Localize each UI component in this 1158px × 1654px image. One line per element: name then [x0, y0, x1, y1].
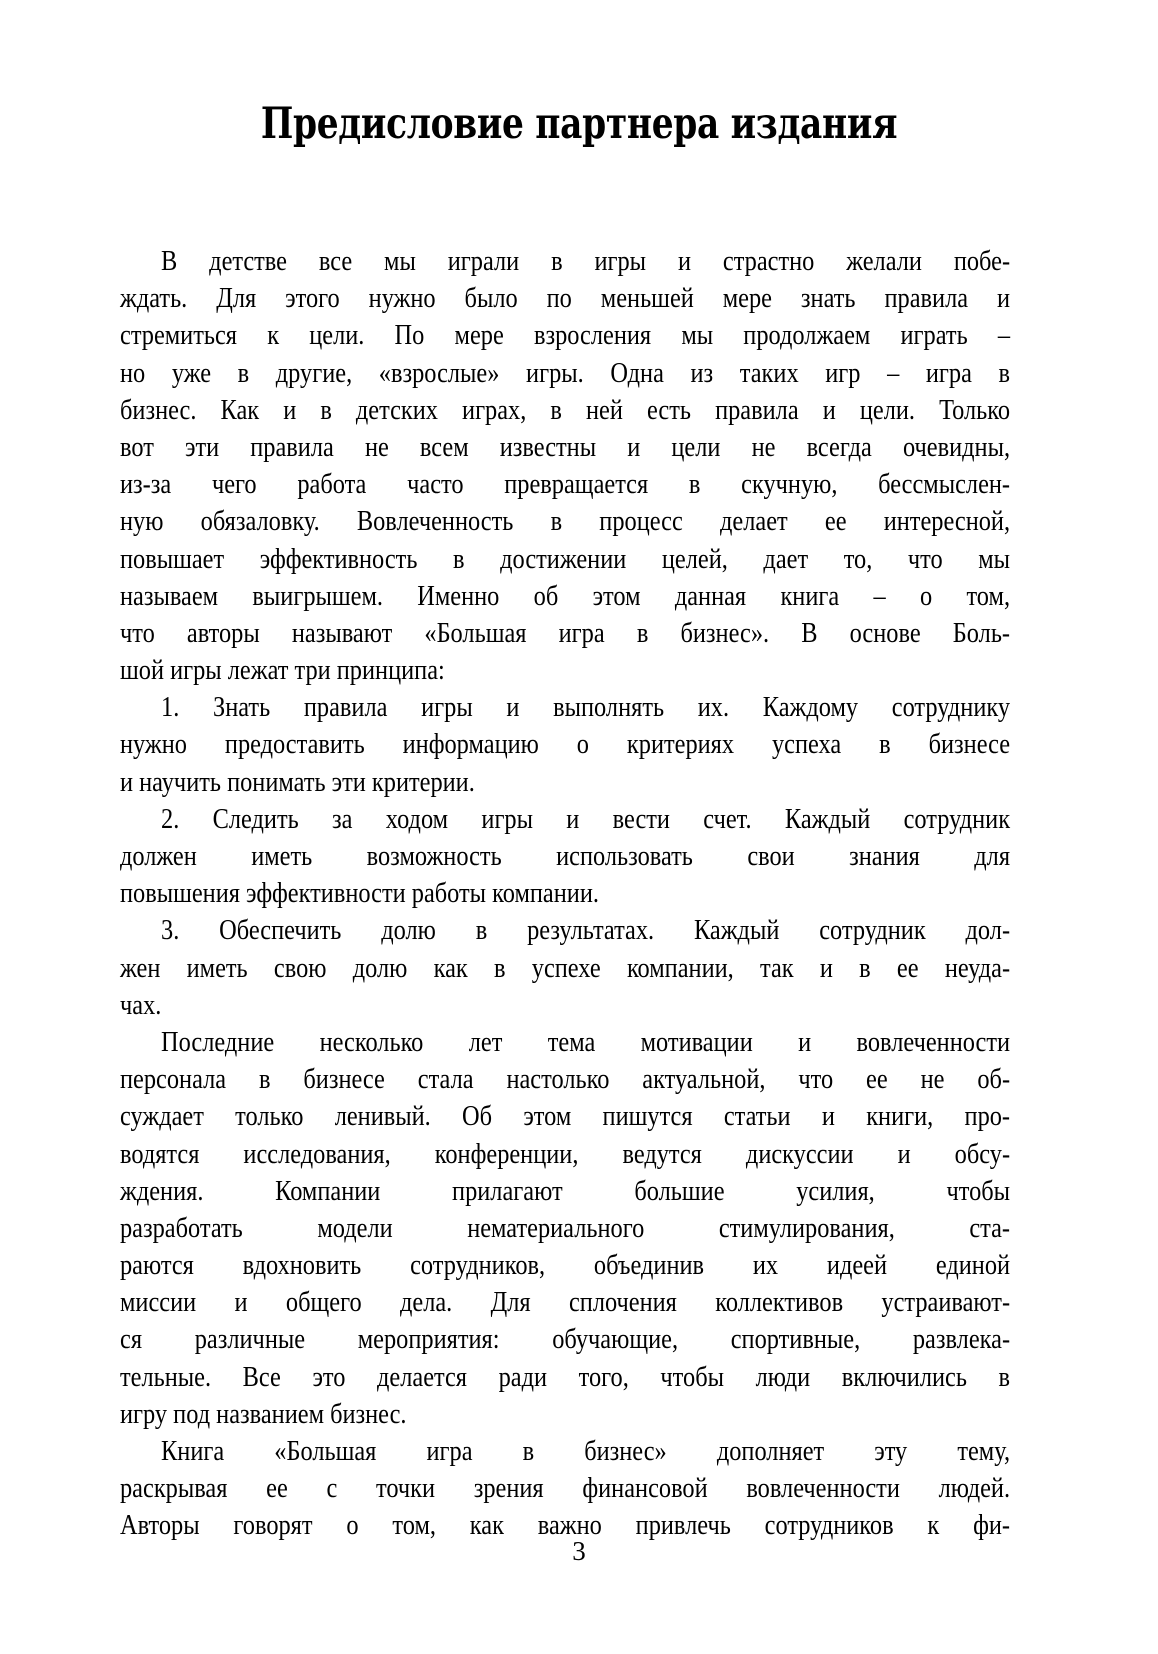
page-number: 3: [572, 1536, 586, 1566]
text-line: суждает только ленивый. Об этом пишутся статьи и книги, про-: [120, 1101, 1011, 1133]
text-line: В детстве все мы играли в игры и страстно желали побе-: [120, 243, 1010, 280]
text-line: стремиться к цели. По мере взросления мы продолжаем играть –: [120, 320, 1011, 352]
text-line: раются вдохновить сотрудников, объединив их идеей единой: [120, 1250, 1011, 1282]
text-line: 1. Знать правила игры и выполнять их. Каждому сотруднику: [120, 689, 1010, 726]
text-line: персонала в бизнесе стала настолько актуальной, что ее не об-: [120, 1064, 1011, 1096]
text-line: чах.: [120, 989, 162, 1021]
text-line: вот эти правила не всем известны и цели не всегда очевидны,: [120, 431, 1011, 463]
text-line: шой игры лежат три принципа:: [120, 655, 445, 687]
paragraph-indent: [120, 912, 161, 949]
paragraph-indent: [120, 1024, 161, 1061]
text-line: разработать модели нематериального стимулирования, ста-: [120, 1212, 1011, 1244]
text-line: и научить понимать эти критерии.: [120, 766, 475, 798]
text-line: 2. Следить за ходом игры и вести счет. Каждый сотрудник: [120, 801, 1010, 838]
paragraph-indent: [120, 689, 161, 726]
text-line: бизнес. Как и в детских играх, в ней есть правила и цели. Только: [120, 394, 1011, 426]
text-line: но уже в другие, «взрослые» игры. Одна из таких игр – игра в: [120, 357, 1011, 389]
text-line: Книга «Большая игра в бизнес» дополняет эту тему,: [120, 1433, 1010, 1470]
text-line: ную обязаловку. Вовлеченность в процесс делает ее интересной,: [120, 506, 1011, 538]
text-line: ждать. Для этого нужно было по меньшей мере знать правила и: [120, 283, 1011, 315]
text-line: игру под названием бизнес.: [120, 1398, 407, 1430]
text-line: водятся исследования, конференции, ведутся дискуссии и обсу-: [120, 1138, 1011, 1170]
text-line: 3. Обеспечить долю в результатах. Каждый сотрудник дол-: [120, 912, 1010, 949]
text-line: ся различные мероприятия: обучающие, спортивные, развлека-: [120, 1324, 1011, 1356]
paragraph-indent: [120, 801, 161, 838]
text-line: что авторы называют «Большая игра в бизнес». В основе Боль-: [120, 617, 1011, 649]
text-line: раскрывая ее с точки зрения финансовой вовлеченности людей.: [120, 1473, 1011, 1505]
text-line: ждения. Компании прилагают большие усилия, чтобы: [120, 1175, 1011, 1207]
text-line: повышения эффективности работы компании.: [120, 878, 599, 910]
text-line: повышает эффективность в достижении целей, дает то, что мы: [120, 543, 1011, 575]
text-line: миссии и общего дела. Для сплочения коллективов устраивают-: [120, 1287, 1011, 1319]
text-line: жен иметь свою долю как в успехе компании, так и в ее неуда-: [120, 952, 1011, 984]
text-line: Авторы говорят о том, как важно привлечь сотрудников к фи-: [120, 1510, 1011, 1542]
page-title: Предисловие партнера издания: [260, 99, 898, 149]
text-line: Последние несколько лет тема мотивации и вовлеченности: [120, 1024, 1010, 1061]
text-line: тельные. Все это делается ради того, чтобы люди включились в: [120, 1361, 1011, 1393]
paragraph-indent: [120, 1433, 161, 1470]
paragraph-indent: [120, 243, 161, 280]
text-line: должен иметь возможность использовать свои знания для: [120, 841, 1011, 872]
body-text-block: [120, 243, 1010, 1545]
text-line: нужно предоставить информацию о критериях успеха в бизнесе: [120, 729, 1011, 761]
text-line: из-за чего работа часто превращается в скучную, бессмыслен-: [120, 469, 1011, 501]
text-line: называем выигрышем. Именно об этом данная книга – о том,: [120, 580, 1011, 612]
